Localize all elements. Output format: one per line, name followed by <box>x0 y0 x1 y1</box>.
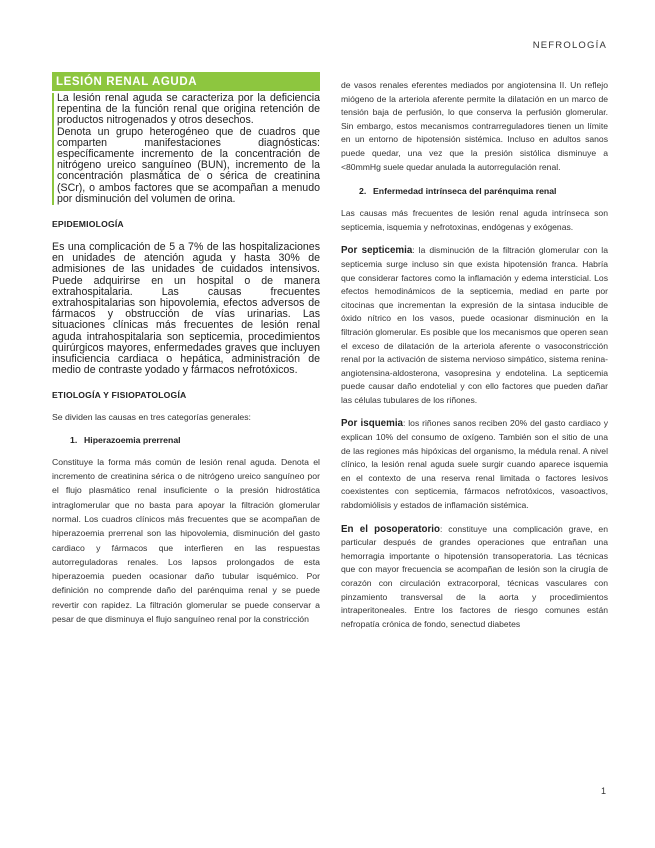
postop-text: : constituye una complicación grave, en particular después de grandes operaciones que entrañan una hemorragia importante o hipotensión transoperatoria. Las técnicas que con mayor frecuencia se acompañan de lesión son la cirugía de corazón con circulación extracorporal, técnicas vasculares con pinzamiento transversal de la aorta y procedimientos intraperitoneales. Entre los factores de riesgo comunes están nefropatía crónica de fondo, senectud diabetes <box>341 523 608 629</box>
intro-box <box>52 93 320 205</box>
item-1-heading <box>52 435 320 445</box>
postop-term: En el posoperatorio <box>341 523 440 535</box>
item-2-title: Enfermedad intrínseca del parénquima renal <box>373 186 557 197</box>
page-number: 1 <box>601 786 607 796</box>
item-2-intro: Las causas más frecuentes de lesión renal aguda intrínseca son septicemia, isquemia y nefrotoxinas, endógenas y exógenas. <box>341 208 608 232</box>
etiology-intro: Se dividen las causas en tres categorías generales: <box>52 412 251 423</box>
item-2-heading <box>341 186 608 196</box>
intro-paragraph-2: Denota un grupo heterogéneo que de cuadros que comparten manifestaciones diagnósticas: específicamente incremento de la concentración de nitrógeno ureico sanguíneo (BUN), incremento de la concentración plasmática de o sérica de creatinina (SCr), o ambos factores que se acompañan a menudo por disminución del volumen de orina. <box>57 125 320 205</box>
ischemia-paragraph <box>341 417 608 512</box>
item-1-paragraph: Constituye la forma más común de lesión renal aguda. Denota el incremento de creatinina sérica o de nitrógeno ureico sanguíneo por el flujo plasmático renal insuficiente o la presión hidrostática intraglomerular que no basta para apoyar la filtración glomerular normal. Los cuadros clínicos más frecuentes que se acompañan de hiperazoemia prerrenal son las hipovolemia, disminución del gasto cardiaco y fármacos que interfieren en las respuestas autorreguladoras renales. Los lapsos prolongados de esta hiperazoemia pueden ocasionar daño tubular isquémico. Por definición no comprende daño del parénquima renal y se puede revertir con rapidez. La filtración glomerular se puede conservar a pesar de que disminuya el flujo sanguíneo renal por la constricción <box>52 456 320 625</box>
ischemia-term: Por isquemia <box>341 418 404 430</box>
epidemiology-paragraph: Es una complicación de 5 a 7% de las hospitalizaciones en unidades de atención aguda y hasta 30% de admisiones de las unidades de cuidados intensivos. Puede adquirirse en un hospital o de manera extrahospitalaria. Las causas frecuentes extrahospitalarias son hipovolemia, efectos adversos de fármacos y obstrucción de vías urinarias. Las situaciones clínicas más frecuentes de lesión renal aguda intrahospitalaria son septicemia, procedimientos quirúrgicos mayores, enfermedades graves que incluyen insuficiencia cardiaca o hepática, administración de medio de contraste yodado y fármacos nefrotóxicos. <box>52 241 320 377</box>
sepsis-text: : la disminución de la filtración glomerular con la septicemia surge incluso sin que exista hipotensión franca. Habría que considerar factores como la inflamación y edema intersticial. Los efectos hemodinámicos de la septicemia, mediad en parte por citocinas que incrementan la expresión de la sintasa inducible de óxido nítrico en los vasos, puede ocasionar disminución en la filtración glomerular. Es posible que los mecanismos que operen sean el exceso de dilatación de la arteriola aferente o vasoconstricción renal por la activación de sistema nervioso simpático, sistema renina-angiotensina-aldosterona, vasopresina y endotelina. La septicemia puede causar daño endotelial y con ello factores que pueden dañar las células tubulares de los riñones. <box>341 245 608 405</box>
left-column <box>52 72 320 626</box>
item-1-title: Hiperazoemia prerrenal <box>84 434 181 445</box>
continuation-paragraph: de vasos renales eferentes mediados por angiotensina II. Un reflejo miógeno de la arteriola aferente permite la dilatación en un marco de tensión baja de perfusión, lo que conserva la perfusión glomerular. Sin embargo, estos mecanismos contrarreguladores tienen un límite en un entorno de hipotensión sistémica. Incluso en adultos sanos puede quedar, una vez que la presión sistólica disminuye a <80mmHg suele quedar anulada la autorregulación renal. <box>341 80 608 172</box>
sepsis-term: Por septicemia <box>341 245 413 257</box>
epidemiology-heading: EPIDEMIOLOGÍA <box>52 219 124 230</box>
right-column <box>341 79 608 631</box>
ischemia-text: : los riñones sanos reciben 20% del gasto cardiaco y explican 10% del consumo de oxígeno. También son el sitio de una de las regiones más hipóxicas del organismo, la médula renal. A nivel clínico, la lesión renal aguda suele surgir cuando aparece isquemia en el contexto de una reserva renal limitada o factores lesivos coexistentes con septicemia, fármacos nefrotóxicos, vasoactivos, rabdomiólisis y estados de inflamación sistémica. <box>341 418 608 511</box>
item-2-number: 2. <box>359 186 367 197</box>
item-1-number: 1. <box>70 434 78 445</box>
intro-paragraph-1: La lesión renal aguda se caracteriza por la deficiencia repentina de la función renal que origina retención de productos nitrogenados y otros desechos. <box>57 92 320 127</box>
sepsis-paragraph <box>341 244 608 407</box>
section-banner-title: LESIÓN RENAL AGUDA <box>52 72 320 91</box>
section-label: NEFROLOGÍA <box>532 40 607 51</box>
etiology-heading: ETIOLOGÍA Y FISIOPATOLOGÍA <box>52 390 187 401</box>
postop-paragraph <box>341 523 608 632</box>
